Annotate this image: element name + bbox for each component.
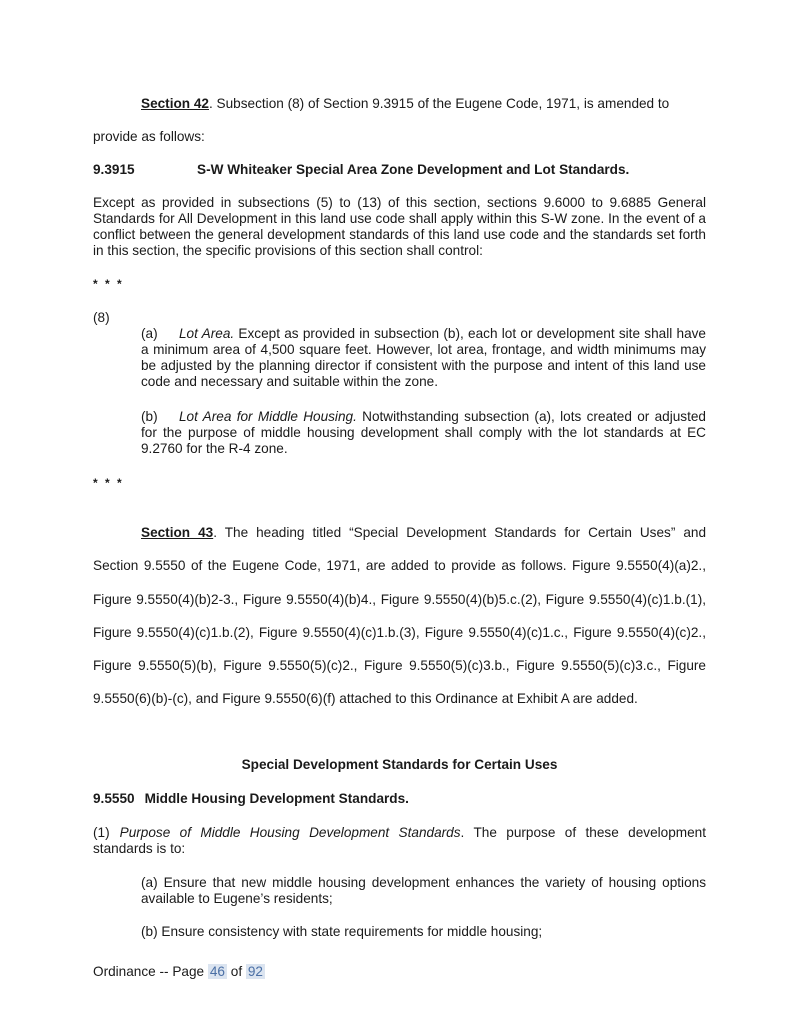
- zone-title: S-W Whiteaker Special Area Zone Development and Lot Standards.: [197, 162, 630, 177]
- omission-mark-2: * * *: [93, 476, 124, 490]
- section-42-paragraph: [93, 87, 706, 154]
- zone-intro: Except as provided in subsections (5) to (13) of this section, sections 9.6000 to 9.6885 General Standards for All Development in this land use code shall apply within this S-W zone. In the event of a conflict between the general development standards of this land use code and the standards set forth in this section, the specific provisions of this section shall control:: [93, 195, 706, 258]
- section-42-label: Section 42: [141, 96, 209, 111]
- middle-housing-heading: [93, 791, 706, 807]
- footer-total-pages: 92: [247, 964, 263, 979]
- zone-heading: [93, 162, 706, 178]
- section-42-text: . Subsection (8) of Section 9.3915 of the Eugene Code, 1971, is amended to provide as follows:: [93, 96, 670, 145]
- footer-page-number: 46: [209, 964, 225, 979]
- section-43-paragraph: [93, 516, 706, 716]
- footer-of: of: [226, 964, 246, 979]
- subsection-8b: [141, 409, 706, 457]
- special-standards-heading: Special Development Standards for Certain Uses: [241, 757, 558, 772]
- page-footer: [93, 964, 706, 980]
- subsection-8b-title: Lot Area for Middle Housing.: [179, 409, 357, 424]
- zone-number: 9.3915: [93, 162, 135, 177]
- omission-mark-1: * * *: [93, 277, 124, 291]
- subsection-8b-marker: (b): [141, 409, 158, 424]
- subsection-8b-text: Notwithstanding subsection (a), lots created or adjusted for the purpose of middle housing development shall comply with the lot standards at EC 9.2760 for the R-4 zone.: [141, 409, 706, 456]
- purpose-marker: (1): [93, 825, 110, 840]
- section-43-text: . The heading titled “Special Development Standards for Certain Uses” and Section 9.5550 of the Eugene Code, 1971, are added to provide as follows. Figure 9.5550(4)(a)2., Figure 9.5550(4)(b)2-3., Figure 9.5550(4)(b)4., Figure 9.5550(4)(b)5.c.(2), Figure 9.5550(4)(c)1.b.(1), Figure 9.5550(4)(c)1.b.(2), Figure 9.5550(4)(c)1.b.(3), Figure 9.5550(4)(c)1.c., Figure 9.5550(4)(c)2., Figure 9.5550(5)(b), Figure 9.5550(5)(c)2., Figure 9.5550(5)(c)3.b., Figure 9.5550(5)(c)3.c., Figure 9.5550(6)(b)-(c), and Figure 9.5550(6)(f) attached to this Ordinance at Exhibit A are added.: [93, 525, 707, 707]
- subsection-8-number: (8): [93, 310, 110, 325]
- purpose-item-b: (b) Ensure consistency with state requirements for middle housing;: [141, 924, 543, 939]
- purpose-item-a: (a) Ensure that new middle housing development enhances the variety of housing options available to Eugene’s residents;: [141, 875, 706, 906]
- subsection-8a: [141, 326, 706, 390]
- section-43-label: Section 43: [141, 525, 214, 540]
- footer-prefix: Ordinance -- Page: [93, 964, 208, 979]
- subsection-8a-text: Except as provided in subsection (b), each lot or development site shall have a minimum area of 4,500 square feet. However, lot area, frontage, and width minimums may be adjusted by the planning director if consistent with the purpose and intent of this land use code and necessary and suitable within the zone.: [141, 326, 706, 389]
- subsection-8a-marker: (a): [141, 326, 158, 341]
- purpose-text: . The purpose of these development standards is to:: [93, 825, 706, 856]
- subsection-8a-title: Lot Area.: [179, 326, 235, 341]
- purpose-paragraph: [93, 825, 706, 857]
- purpose-title: Purpose of Middle Housing Development Standards: [119, 825, 461, 840]
- middle-housing-number: 9.5550: [93, 791, 135, 806]
- middle-housing-title: Middle Housing Development Standards.: [144, 791, 409, 806]
